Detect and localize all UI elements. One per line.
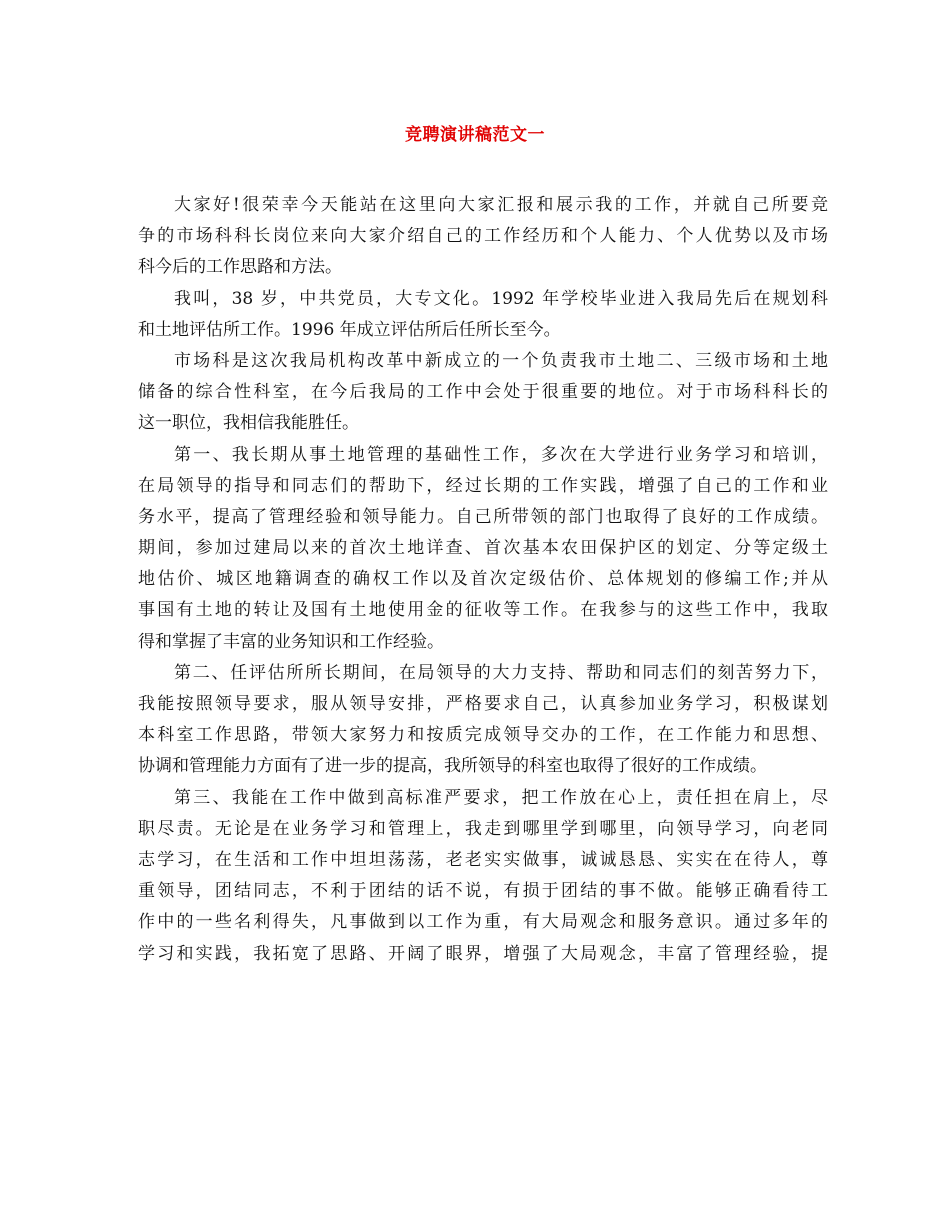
text-line: 我能按照领导要求，服从领导安排，严格要求自己，认真参加业务学习，积极谋划 bbox=[138, 694, 828, 714]
text-line: 学习和实践，我拓宽了思路、开阔了眼界，增强了大局观念，丰富了管理经验，提 bbox=[138, 943, 828, 964]
text-line: 事国有土地的转让及国有土地使用金的征收等工作。在我参与的这些工作中，我取 bbox=[138, 600, 828, 621]
paragraph-1 bbox=[138, 190, 828, 284]
text-line: 第二、任评估所所长期间，在局领导的大力支持、帮助和同志们的刻苦努力下， bbox=[174, 662, 828, 683]
text-line: 志学习，在生活和工作中坦坦荡荡，老老实实做事，诚诚恳恳、实实在在待人，尊 bbox=[138, 849, 828, 870]
text-line: 储备的综合性科室，在今后我局的工作中会处于很重要的地位。对于市场科科长的 bbox=[138, 382, 828, 403]
document-title: 竞聘演讲稿范文一 bbox=[405, 125, 545, 145]
text-line: 得和掌握了丰富的业务知识和工作经验。 bbox=[138, 631, 444, 652]
text-line: 务水平，提高了管理经验和领导能力。自己所带领的部门也取得了良好的工作成绩。 bbox=[138, 506, 828, 527]
paragraph-5 bbox=[138, 658, 828, 783]
paragraph-3 bbox=[138, 346, 828, 440]
text-line: 协调和管理能力方面有了进一步的提高，我所领导的科室也取得了很好的工作成绩。 bbox=[138, 756, 767, 777]
text-line: 地估价、城区地籍调查的确权工作以及首次定级估价、总体规划的修编工作;并从 bbox=[138, 569, 828, 590]
text-line: 争的市场科科长岗位来向大家介绍自己的工作经历和个人能力、个人优势以及市场 bbox=[138, 226, 828, 247]
text-line: 重领导，团结同志，不利于团结的话不说，有损于团结的事不做。能够正确看待工 bbox=[138, 881, 828, 902]
text-line: 市场科是这次我局机构改革中新成立的一个负责我市土地二、三级市场和土地 bbox=[174, 350, 828, 371]
text-line: 这一职位，我相信我能胜任。 bbox=[138, 413, 359, 434]
paragraph-6 bbox=[138, 783, 828, 970]
text-line: 在局领导的指导和同志们的帮助下，经过长期的工作实践，增强了自己的工作和业 bbox=[138, 475, 828, 496]
text-line: 大家好!很荣幸今天能站在这里向大家汇报和展示我的工作，并就自己所要竞 bbox=[174, 195, 828, 215]
text-line: 第一、我长期从事土地管理的基础性工作，多次在大学进行业务学习和培训， bbox=[174, 444, 828, 465]
paragraph-4 bbox=[138, 440, 828, 658]
text-line: 科今后的工作思路和方法。 bbox=[138, 257, 342, 278]
document-body bbox=[138, 190, 828, 970]
text-line: 第三、我能在工作中做到高标准严要求，把工作放在心上，责任担在肩上，尽 bbox=[174, 787, 828, 808]
text-line: 作中的一些名利得失，凡事做到以工作为重，有大局观念和服务意识。通过多年的 bbox=[138, 912, 828, 933]
text-line: 职尽责。无论是在业务学习和管理上，我走到哪里学到哪里，向领导学习，向老同 bbox=[138, 818, 828, 839]
text-line: 本科室工作思路，带领大家努力和按质完成领导交办的工作，在工作能力和思想、 bbox=[138, 725, 828, 746]
text-line: 我叫，38 岁，中共党员，大专文化。1992 年学校毕业进入我局先后在规划科 bbox=[174, 288, 828, 309]
text-line: 期间，参加过建局以来的首次土地详查、首次基本农田保护区的划定、分等定级土 bbox=[138, 538, 828, 559]
text-line: 和土地评估所工作。1996 年成立评估所后任所长至今。 bbox=[138, 319, 561, 340]
paragraph-2 bbox=[138, 284, 828, 346]
